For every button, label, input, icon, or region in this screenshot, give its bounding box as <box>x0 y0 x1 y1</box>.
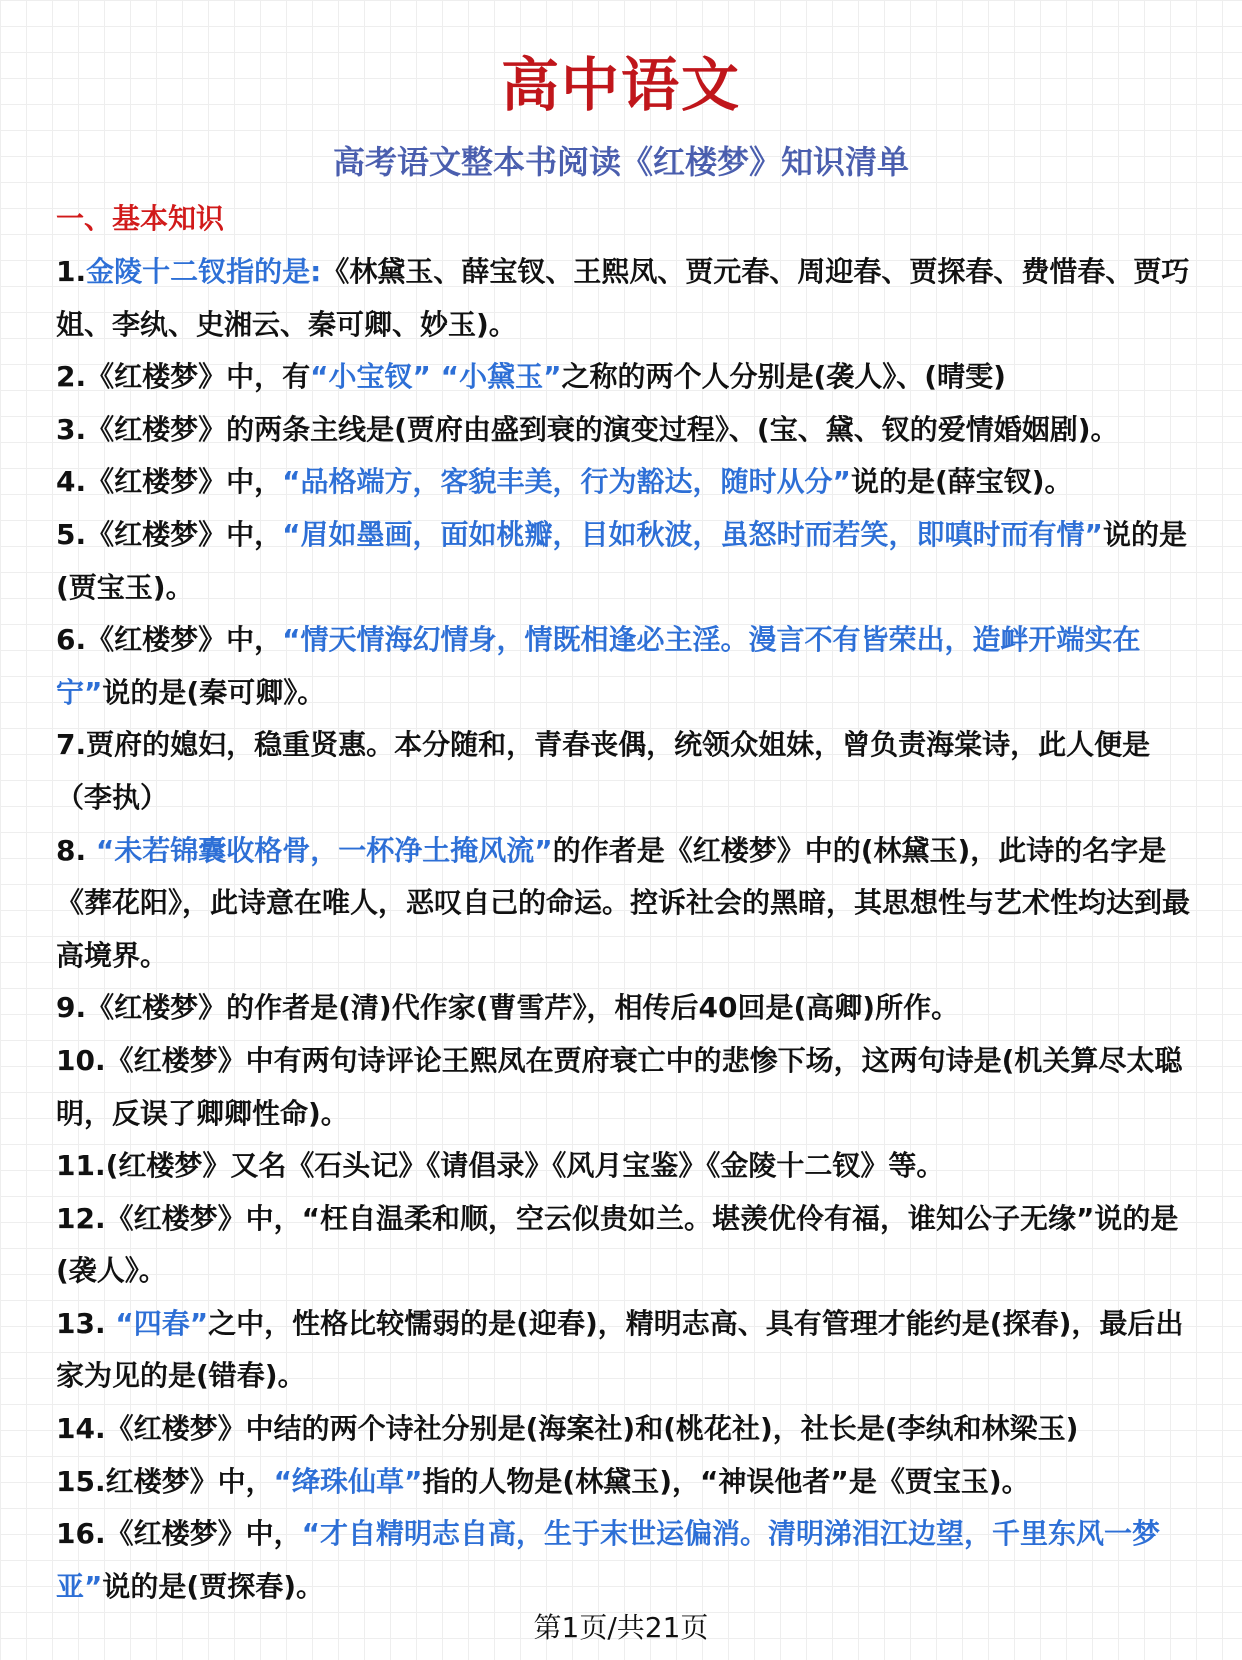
highlighted-text: “绛珠仙草” <box>273 1464 423 1498</box>
list-item <box>56 982 1206 1035</box>
list-item <box>56 1140 1206 1193</box>
highlighted-text: “品格端方，客貌丰美，行为豁达，随时从分” <box>282 465 851 499</box>
item-text: 14.《红楼梦》中结的两个诗社分别是(海案社)和(桃花社)，社长是(李纨和林梁玉) <box>56 1412 1079 1446</box>
page-title: 高中语文 <box>500 51 741 119</box>
item-text: 13. <box>56 1306 116 1340</box>
item-text: 的作者是《红楼梦》中的(林黛玉)，此诗的名字是《葬花阳》，此诗意在唯人，恶叹自己的命运。控诉社会的黑暗，其思想性与艺术性均达到最高境界。 <box>56 833 1191 972</box>
list-item <box>56 719 1206 824</box>
item-text: 7.贾府的媳妇，稳重贤惠。本分随和，青春丧偶，统领众姐妹，曾负责海棠诗，此人便是（李执） <box>56 728 1151 814</box>
item-text: 6.《红楼梦》中， <box>56 623 283 657</box>
item-text: 5.《红楼梦》中， <box>56 517 283 551</box>
list-item <box>56 614 1206 719</box>
highlighted-text: “眉如墨画，面如桃瓣，目如秋波，虽怒时而若笑，即嗔时而有情” <box>282 517 1103 551</box>
item-text: 2.《红楼梦》中，有 <box>56 360 311 394</box>
list-item <box>56 825 1206 983</box>
item-text: 8. <box>56 833 96 867</box>
list-item <box>56 351 1206 404</box>
item-text: 11.(红楼梦》又名《石头记》《请倡录》《风月宝鉴》《金陵十二钗》等。 <box>56 1149 945 1183</box>
item-text: 说的是(薛宝钗)。 <box>850 465 1073 499</box>
list-item <box>56 1508 1206 1613</box>
item-text: 1. <box>56 255 87 288</box>
list-item <box>56 1298 1206 1403</box>
highlighted-text: “小宝钗” “小黛玉” <box>310 360 562 394</box>
highlighted-text: 金陵十二钗指的是: <box>86 255 322 288</box>
item-text: 16.《红楼梦》中， <box>56 1517 302 1551</box>
knowledge-list <box>56 246 1206 1613</box>
list-item <box>56 456 1206 509</box>
item-text: 《林黛玉、薛宝钗、王熙凤、贾元春、周迎春、贾探春、费惜春、贾巧姐、李纨、史湘云、秦可卿、妙玉)。 <box>56 255 1190 341</box>
item-text: 12.《红楼梦》中，“枉自温柔和顺，空云似贵如兰。堪羡优伶有福，谁知公子无缘”说的是(袭人》。 <box>56 1201 1179 1288</box>
item-text: 之中，性格比较懦弱的是(迎春)，精明志高、具有管理才能约是(探春)，最后出家为见的是(错春)。 <box>56 1306 1184 1393</box>
item-text: 之称的两个人分别是(袭人》、(晴雯) <box>561 360 1006 394</box>
list-item <box>56 509 1206 614</box>
page-subtitle: 高考语文整本书阅读《红楼梦》知识清单 <box>332 143 909 181</box>
section-heading: 一、基本知识 <box>56 202 225 235</box>
item-text: 9.《红楼梦》的作者是(清)代作家(曹雪芹》，相传后40回是(高卿)所作。 <box>56 991 960 1025</box>
list-item <box>56 404 1206 457</box>
item-text: 说的是(秦可卿》。 <box>102 675 326 709</box>
list-item <box>56 1035 1206 1140</box>
item-text: 10.《红楼梦》中有两句诗评论王熙凤在贾府衰亡中的悲惨下场，这两句诗是(机关算尽太聪明，反误了卿卿性命)。 <box>56 1043 1183 1130</box>
list-item <box>56 1403 1206 1456</box>
list-item <box>56 1456 1206 1509</box>
item-text: 说的是(贾宝玉)。 <box>56 517 1187 604</box>
item-text: 说的是(贾探春)。 <box>102 1569 325 1603</box>
highlighted-text: “才自精明志自高，生于末世运偏消。清明涕泪江边望，千里东风一梦亚” <box>56 1517 1161 1603</box>
highlighted-text: “未若锦囊收格骨，一杯净土掩风流” <box>95 833 553 867</box>
highlighted-text: “情天情海幻情身，情既相逢必主淫。漫言不有皆荣出，造衅开端实在宁” <box>56 623 1141 709</box>
highlighted-text: “四春” <box>115 1306 209 1340</box>
item-text: 指的人物是(林黛玉)，“神误他者”是《贾宝玉)。 <box>422 1464 1030 1498</box>
list-item <box>56 246 1206 351</box>
item-text: 3.《红楼梦》的两条主线是(贾府由盛到衰的演变过程》、(宝、黛、钗的爱情婚姻剧)。 <box>56 412 1119 446</box>
list-item <box>56 1193 1206 1298</box>
item-text: 15.红楼梦》中， <box>56 1464 274 1498</box>
item-text: 4.《红楼梦》中， <box>56 465 283 499</box>
page-number: 第1页/共21页 <box>533 1611 709 1644</box>
